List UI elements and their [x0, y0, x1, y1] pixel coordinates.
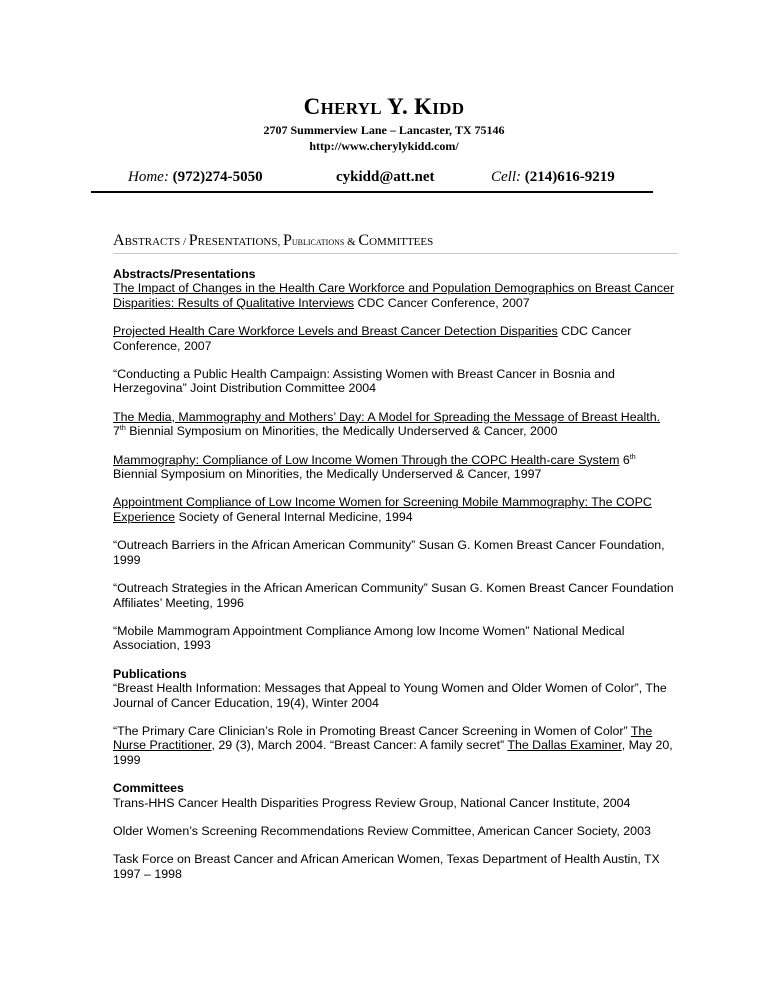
title-bstracts: BSTRACTS	[124, 236, 181, 248]
header-divider	[91, 191, 653, 193]
committee-entry: Older Women’s Screening Recommendations Review Committee, American Cancer Society, 2003	[113, 823, 651, 838]
resume-content	[113, 267, 683, 881]
abstract-title: Projected Health Care Workforce Levels and Breast Cancer Detection Disparities	[113, 324, 558, 339]
abstract-title: Mammography: Compliance of Low Income Women Through the COPC Health-care System	[113, 452, 620, 467]
name-last-rest: IDD	[432, 99, 465, 118]
name-middle: Y.	[387, 94, 408, 119]
address: 2707 Summerview Lane – Lancaster, TX 75146	[263, 123, 505, 137]
abstract-title: The Impact of Changes in the Health Care Workforce and Population Demographics on Breast Cancer Disparities: Results of Qualitative Interviews	[113, 281, 675, 310]
abstract-entry	[113, 453, 683, 482]
committees-heading: Committees	[113, 781, 184, 796]
abstract-title: Appointment Compliance of Low Income Women for Screening Mobile Mammography: The COPC Experience	[113, 495, 652, 524]
abstract-entry	[113, 324, 683, 353]
ordinal-number: 6	[619, 452, 630, 467]
abstract-venue: Biennial Symposium on Minorities, the Medically Underserved & Cancer, 1997	[113, 467, 542, 482]
website-link[interactable]: http://www.cherylykidd.com/	[309, 139, 459, 153]
abstract-entry: “Mobile Mammogram Appointment Compliance Among low Income Women” National Medical Association, 1993	[113, 623, 625, 653]
committee-entry: Task Force on Breast Cancer and African American Women, Texas Department of Health Austin, TX 1997 – 1998	[113, 852, 660, 881]
home-label: Home:	[128, 169, 169, 185]
title-slash: /	[180, 236, 189, 248]
name-initial: C	[303, 94, 321, 119]
name-first-rest: HERYL	[320, 99, 382, 118]
journal-name: The Nurse Practitioner	[113, 723, 653, 753]
email-link[interactable]: cykidd@att.net	[336, 169, 435, 185]
abstract-entry	[113, 410, 683, 439]
abstract-entry: “Outreach Barriers in the African American Community” Susan G. Komen Breast Cancer Foundation, 1999	[113, 538, 665, 567]
title-p2: P	[282, 232, 292, 249]
title-c: C	[358, 232, 370, 249]
abstract-entry: “Outreach Strategies in the African American Community” Susan G. Komen Breast Cancer Foundation Affiliates’ Meeting, 1996	[113, 581, 674, 610]
ordinal-number: 7	[113, 424, 120, 439]
publication-entry	[113, 724, 683, 767]
title-amp: &	[344, 236, 359, 248]
section-divider	[113, 253, 678, 254]
abstract-venue: CDC Cancer Conference, 2007	[113, 324, 632, 353]
cell-phone-line	[491, 169, 615, 186]
title-a: A	[113, 232, 125, 249]
name-last-initial: K	[414, 94, 433, 119]
abstract-venue: Society of General Internal Medicine, 1994	[175, 509, 413, 524]
publication-detail: , 29 (3), March 2004. “Breast Cancer: A family secret”	[211, 738, 508, 753]
publication-entry: “Breast Health Information: Messages that Appeal to Young Women and Older Women of Color”, The Journal of Cancer Education, 19(4), Winter 2004	[113, 681, 667, 710]
abstract-entry	[113, 495, 683, 524]
abstract-entry	[113, 281, 683, 310]
cell-phone: (214)616-9219	[524, 169, 615, 185]
publications-heading: Publications	[113, 666, 187, 681]
title-ommittees: OMMITTEES	[369, 236, 434, 248]
title-ublications: UBLICATIONS	[291, 238, 345, 247]
ordinal-suffix: th	[119, 425, 126, 433]
home-phone: (972)274-5050	[172, 169, 263, 185]
home-phone-line	[128, 169, 263, 186]
resume-name	[0, 94, 768, 120]
abstracts-heading: Abstracts/Presentations	[113, 267, 256, 281]
publication-title: “The Primary Care Clinician’s Role in Promoting Breast Cancer Screening in Women of Color”	[113, 723, 631, 738]
section-title	[113, 232, 433, 250]
title-resentations: RESENTATIONS	[197, 236, 278, 248]
abstract-venue: Biennial Symposium on Minorities, the Medically Underserved & Cancer, 2000	[125, 424, 558, 439]
title-comma: ,	[277, 236, 283, 248]
abstract-entry: “Conducting a Public Health Campaign: Assisting Women with Breast Cancer in Bosnia and Herzegovina” Joint Distribution Committee 2004	[113, 367, 615, 396]
ordinal-suffix: th	[629, 453, 636, 461]
abstract-title: The Media, Mammography and Mothers’ Day: A Model for Spreading the Message of Breast Health.	[113, 409, 661, 424]
title-p: P	[188, 232, 198, 249]
committee-entry: Trans-HHS Cancer Health Disparities Progress Review Group, National Cancer Institute, 2004	[113, 795, 631, 810]
publication-date: , May 20, 1999	[113, 738, 673, 767]
abstract-venue: CDC Cancer Conference, 2007	[354, 295, 530, 310]
cell-label: Cell:	[491, 169, 521, 185]
email-line	[336, 169, 435, 186]
newspaper-name: The Dallas Examiner	[507, 738, 622, 753]
